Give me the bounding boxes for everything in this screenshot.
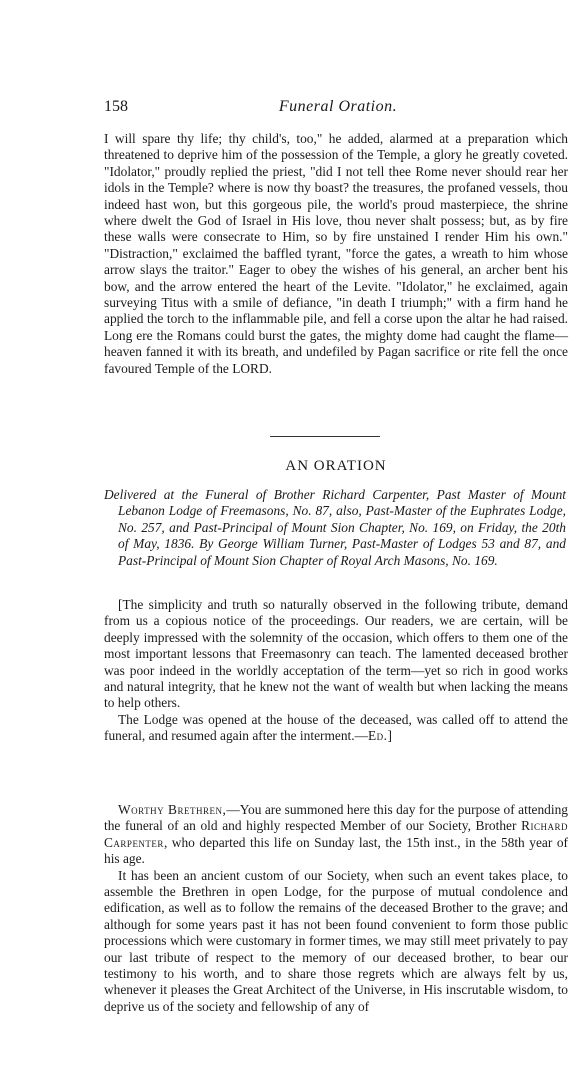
editor-note xyxy=(104,597,568,745)
oration-paragraph-2: It has been an ancient custom of our Society, when such an event takes place, to assemble the Brethren in open Lodge, for the purpose of mutual condolence and edification, as well as to follow the remains of the deceased Brother to the grave; and although for some years past it has not been found convenient to form those public processions which were customary in former times, we may still meet privately to pay our last tribute of respect to the memory of our deceased brother, to bear our testimony to his worth, and to share those regrets which are always felt by us, whenever it pleases the Great Architect of the Universe, in His inscrutable wisdom, to deprive us of the society and fellowship of any of xyxy=(104,867,568,1014)
oration-title: AN ORATION xyxy=(285,458,387,474)
oration-subtitle xyxy=(104,487,566,569)
oration-subtitle-text: Delivered at the Funeral of Brother Richard Carpenter, Past Master of Mount Lebanon Lodge of Freemasons, No. 87, also, Past-Master of the Euphrates Lodge, No. 257, and Past-Principal of Mount Sion Chapter, No. 169, on Friday, the 20th of May, 1836. By George William Turner, Past-Master of Lodges 53 and 87, and Past-Principal of Mount Sion Chapter of Royal Arch Masons, No. 169. xyxy=(104,487,566,568)
oration-paragraph-1 xyxy=(104,802,568,868)
deceased-name: Richard Carpenter xyxy=(104,818,568,850)
continuation-paragraph: I will spare thy life; thy child's, too," he added, alarmed at a preparation which threatened to deprive him of the possession of the Temple, a glory he greatly coveted. "Idolator," proudly replied the priest, "did I not tell thee Rome never should rear her idols in the Temple? where is now thy boast? the treasures, the profaned vessels, thou indeed hast won, but this gorgeous pile, the world's proud masterpiece, the shrine where dwelt the God of Israel in His love, thou never shalt possess; but, as by fire these walls were consecrate to Him, so by fire unstained I render Him his own." "Distraction," exclaimed the baffled tyrant, "force the gates, a wreath to him whose arrow slays the traitor." Eager to obey the wishes of his general, an archer bent his bow, and the arrow entered the heart of the Levite. "Idolator," he exclaimed, again surveying Titus with a smile of defiance, "in death I triumph;" with a firm hand he applied the torch to the inflammable pile, and fell a corse upon the altar he had raised. Long ere the Romans could burst the gates, the mighty dome had caught the flame—heaven fanned it with its breath, and undefiled by Pagan sacrifice or rite fell the once favoured Temple of the LORD. xyxy=(104,131,568,376)
salutation: Worthy Brethren, xyxy=(118,802,227,817)
paragraph-1-text-a: —You are summoned here this day for the purpose of attending the funeral of an old and highly respected Member of our Society, Brother xyxy=(104,802,568,834)
section-divider xyxy=(270,436,380,437)
page-number: 158 xyxy=(104,98,128,115)
page-header xyxy=(104,98,572,120)
running-title: Funeral Oration. xyxy=(278,98,398,115)
editor-note-paragraph-1: [The simplicity and truth so naturally observed in the following tribute, demand from us a copious notice of the proceedings. Our readers, we are certain, will be deeply impressed with the solemnity of the occasion, which offers to them one of the most important lessons that Freemasonry can teach. The lamented deceased brother was poor indeed in the worldly acceptation of the term—yet so rich in good works and natural integrity, that he knew not the want of wealth but when lacking the means to help others. xyxy=(104,597,568,711)
paragraph-1-text-b: , who departed this life on Sunday last, the 15th inst., in the 58th year of his age. xyxy=(104,834,568,867)
editor-note-paragraph-2 xyxy=(104,712,568,745)
editor-bracket: ] xyxy=(387,728,392,744)
continuation-block xyxy=(104,131,568,377)
editor-signature: Ed. xyxy=(367,728,388,744)
editor-note-text: The Lodge was opened at the house of the deceased, was called off to attend the funeral, and resumed again after the interment.— xyxy=(104,711,568,744)
oration-body xyxy=(104,802,568,1015)
